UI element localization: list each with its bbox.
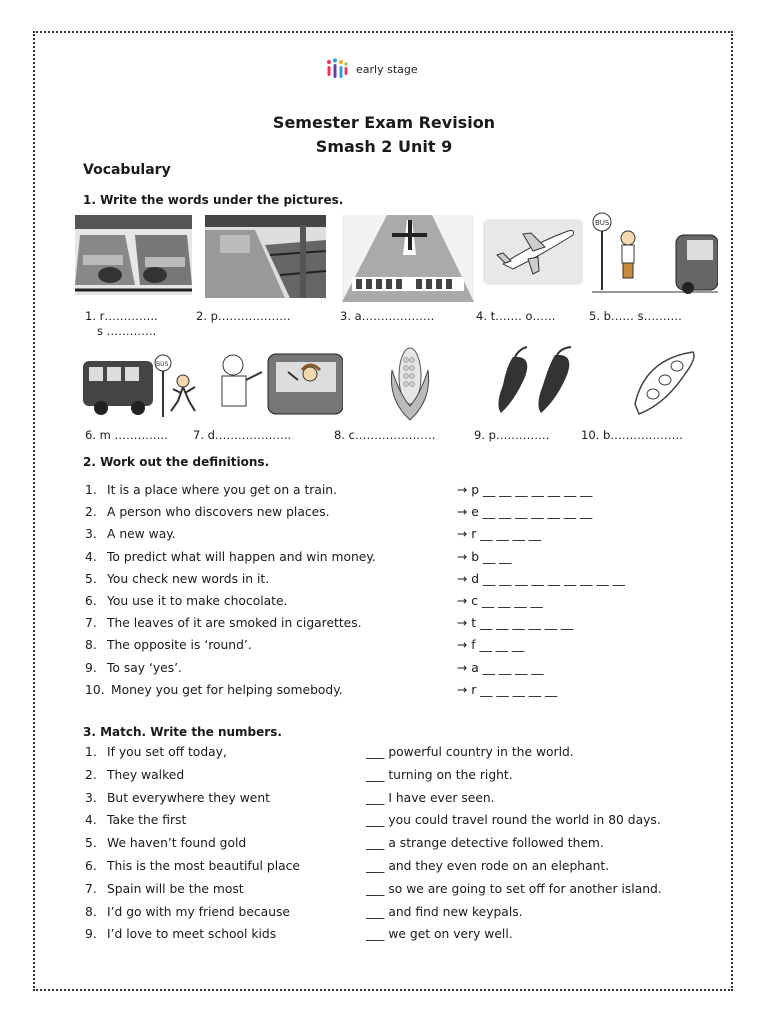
q3-heading: 3. Match. Write the numbers. [83, 725, 282, 739]
match-left-text: Spain will be the most [107, 882, 244, 896]
match-left-text: But everywhere they went [107, 791, 270, 805]
definition-text: A new way. [107, 527, 176, 541]
definition-number: 9. [85, 661, 97, 675]
match-left-text: Take the first [107, 813, 187, 827]
train-interior-image [75, 215, 192, 295]
definition-number: 8. [85, 638, 97, 652]
match-right-text[interactable]: ___ and they even rode on an elephant. [366, 859, 610, 873]
definition-answer-blank[interactable]: → t __ __ __ __ __ __ [457, 616, 574, 630]
definition-number: 5. [85, 572, 97, 586]
match-number: 4. [85, 813, 97, 827]
definition-number: 4. [85, 550, 97, 564]
definition-text: Money you get for helping somebody. [111, 683, 343, 697]
definition-answer-blank[interactable]: → p __ __ __ __ __ __ __ [457, 483, 593, 497]
caption-10: 10. b………………. [581, 428, 683, 442]
caption-7: 7. d……………….. [193, 428, 292, 442]
match-number: 6. [85, 859, 97, 873]
match-right-text[interactable]: ___ I have ever seen. [366, 791, 495, 805]
caption-1: 1. r………….. [85, 309, 158, 323]
match-number: 5. [85, 836, 97, 850]
match-number: 8. [85, 905, 97, 919]
match-number: 3. [85, 791, 97, 805]
airplane-image [483, 219, 583, 285]
bus-stop-boy-image [592, 210, 718, 294]
corn-image [378, 340, 440, 423]
caption-8: 8. c………………… [334, 428, 436, 442]
peppers-image [493, 345, 589, 417]
definition-answer-blank[interactable]: → c __ __ __ __ [457, 594, 543, 608]
match-left-text: I’d go with my friend because [107, 905, 290, 919]
definition-number: 6. [85, 594, 97, 608]
svg-text:BUS: BUS [595, 219, 610, 227]
match-number: 9. [85, 927, 97, 941]
platform-image [205, 215, 326, 298]
bus-image [83, 353, 210, 419]
match-left-text: They walked [107, 768, 185, 782]
definition-text: You use it to make chocolate. [107, 594, 288, 608]
airport-runway-image [342, 215, 474, 302]
caption-6: 6. m ………….. [85, 428, 168, 442]
definition-answer-blank[interactable]: → r __ __ __ __ [457, 527, 542, 541]
definition-answer-blank[interactable]: → e __ __ __ __ __ __ __ [457, 505, 593, 519]
q2-heading: 2. Work out the definitions. [83, 455, 270, 469]
match-left-text: This is the most beautiful place [107, 859, 300, 873]
match-right-text[interactable]: ___ you could travel round the world in 80 days. [366, 813, 661, 827]
brand-name: early stage [356, 62, 418, 76]
definition-answer-blank[interactable]: → d __ __ __ __ __ __ __ __ __ [457, 572, 625, 586]
definition-number: 7. [85, 616, 97, 630]
beans-image [625, 344, 703, 419]
match-right-text[interactable]: ___ and find new keypals. [366, 905, 523, 919]
waving-friends-image [218, 350, 343, 419]
definition-text: You check new words in it. [107, 572, 270, 586]
match-right-text[interactable]: ___ a strange detective followed them. [366, 836, 604, 850]
match-right-text[interactable]: ___ so we are going to set off for another island. [366, 882, 662, 896]
definition-text: The leaves of it are smoked in cigarettes. [107, 616, 362, 630]
definition-text: It is a place where you get on a train. [107, 483, 338, 497]
match-number: 1. [85, 745, 97, 759]
caption-3: 3. a………………. [340, 309, 435, 323]
definition-text: The opposite is ‘round’. [107, 638, 252, 652]
definition-answer-blank[interactable]: → a __ __ __ __ [457, 661, 544, 675]
definition-text: To predict what will happen and win money. [107, 550, 376, 564]
match-left-text: I’d love to meet school kids [107, 927, 277, 941]
definition-answer-blank[interactable]: → r __ __ __ __ __ [457, 683, 558, 697]
svg-text:BUS: BUS [156, 361, 169, 368]
early-stage-logo-icon [326, 58, 348, 80]
match-number: 2. [85, 768, 97, 782]
caption-5: 5. b…… s………. [589, 309, 682, 323]
caption-2: 2. p………………. [196, 309, 291, 323]
section-heading-vocabulary: Vocabulary [83, 162, 171, 178]
definition-number: 2. [85, 505, 97, 519]
brand-logo [326, 58, 418, 80]
match-left-text: If you set off today, [107, 745, 227, 759]
definition-number: 10. [85, 683, 105, 697]
match-number: 7. [85, 882, 97, 896]
definition-text: A person who discovers new places. [107, 505, 330, 519]
page-title: Semester Exam Revision [272, 113, 496, 132]
definition-answer-blank[interactable]: → b __ __ [457, 550, 512, 564]
definition-number: 1. [85, 483, 97, 497]
q1-heading: 1. Write the words under the pictures. [83, 193, 344, 207]
match-right-text[interactable]: ___ turning on the right. [366, 768, 513, 782]
match-left-text: We haven’t found gold [107, 836, 247, 850]
definition-number: 3. [85, 527, 97, 541]
caption-1-second: s …………. [97, 324, 157, 338]
definition-text: To say ‘yes’. [107, 661, 182, 675]
definition-answer-blank[interactable]: → f __ __ __ [457, 638, 525, 652]
caption-4: 4. t……. o…… [476, 309, 556, 323]
match-right-text[interactable]: ___ powerful country in the world. [366, 745, 574, 759]
caption-9: 9. p………….. [474, 428, 550, 442]
match-right-text[interactable]: ___ we get on very well. [366, 927, 513, 941]
page-subtitle: Smash 2 Unit 9 [315, 137, 453, 156]
